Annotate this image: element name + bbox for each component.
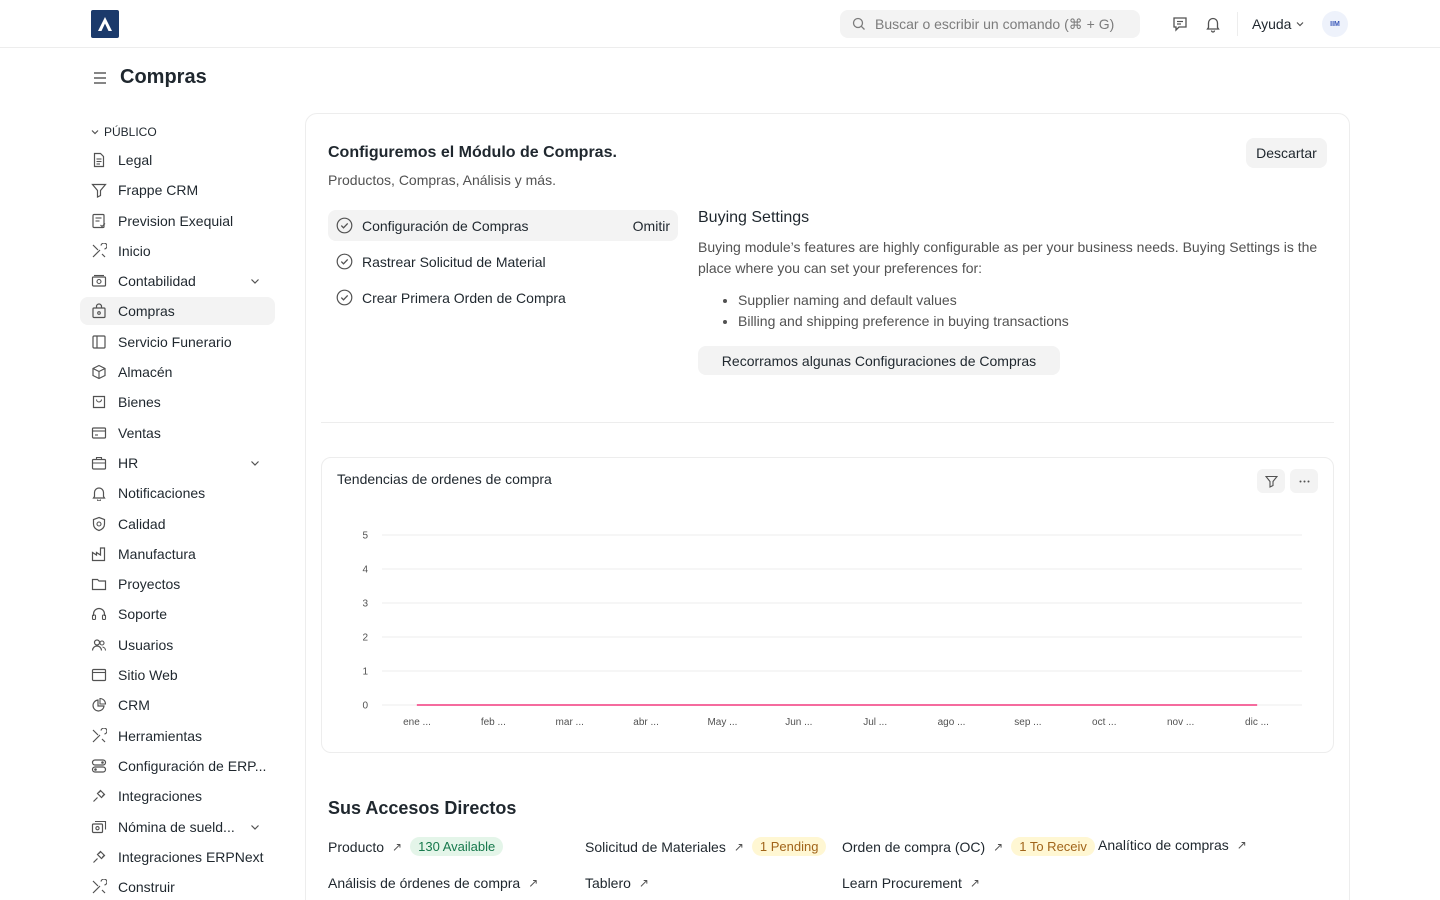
step-detail-description: Buying module’s features are highly configurable as per your business needs. Buying Settings is the place where you can set your preferences for: xyxy=(698,239,1318,276)
book-icon xyxy=(90,333,108,351)
status-badge: 130 Available xyxy=(410,837,503,856)
sidebar-toggle-icon[interactable] xyxy=(92,70,108,91)
sidebar-item-nomina[interactable] xyxy=(80,813,275,841)
shield-icon xyxy=(90,515,108,533)
sidebar-item-label: Prevision Exequial xyxy=(118,213,234,229)
data-point[interactable] xyxy=(798,705,799,706)
sidebar-item-prevision-exequial[interactable] xyxy=(80,207,275,235)
shortcut-label: Orden de compra (OC) xyxy=(842,838,986,855)
logo-icon xyxy=(96,15,114,33)
arrow-up-right-icon: ↗ xyxy=(969,876,980,890)
shortcut-label: Learn Procurement xyxy=(842,875,962,891)
sidebar-item-label: Nómina de sueld... xyxy=(118,819,235,835)
top-navbar xyxy=(0,0,1440,48)
data-point[interactable] xyxy=(1257,705,1258,706)
arrow-up-right-icon: ↗ xyxy=(1236,838,1247,852)
sidebar-item-configuracion-erp[interactable] xyxy=(80,752,275,780)
shortcut-solicitud-materiales[interactable] xyxy=(585,837,826,856)
x-tick-label: mar ... xyxy=(555,717,584,728)
sidebar-item-label: Integraciones ERPNext xyxy=(118,849,264,865)
data-point[interactable] xyxy=(569,705,570,706)
chevron-down-icon[interactable] xyxy=(249,275,261,287)
shortcut-label: Analítico de compras xyxy=(1098,837,1229,853)
x-tick-label: oct ... xyxy=(1092,717,1117,728)
shortcut-label: Producto xyxy=(328,838,385,855)
sidebar-item-label: Construir xyxy=(118,879,175,895)
shortcut-tablero[interactable] xyxy=(585,875,657,891)
users-icon xyxy=(90,636,108,654)
sidebar-item-herramientas[interactable] xyxy=(80,722,275,750)
sidebar-item-label: CRM xyxy=(118,697,150,713)
sidebar-item-label: Compras xyxy=(118,303,175,319)
briefcase-icon xyxy=(90,454,108,472)
pie-chart-icon xyxy=(90,696,108,714)
plug-icon xyxy=(90,787,108,805)
step-label: Configuración de Compras xyxy=(362,217,529,234)
sidebar-item-integraciones-erpnext[interactable] xyxy=(80,843,275,871)
sidebar-item-label: Ventas xyxy=(118,425,161,441)
data-point[interactable] xyxy=(1027,705,1028,706)
check-circle-icon xyxy=(336,253,353,270)
chevron-down-icon xyxy=(90,127,100,137)
headset-icon xyxy=(90,605,108,623)
card-icon xyxy=(90,424,108,442)
data-point[interactable] xyxy=(1180,705,1181,706)
onboarding-subtitle: Productos, Compras, Análisis y más. xyxy=(328,172,556,188)
more-options-button[interactable] xyxy=(1290,469,1318,493)
chart-title: Tendencias de ordenes de compra xyxy=(337,471,552,487)
shortcut-analisis-ordenes[interactable] xyxy=(328,875,546,891)
sidebar-item-hr[interactable] xyxy=(80,449,275,477)
bell-icon[interactable] xyxy=(1203,14,1223,34)
sidebar-item-notificaciones[interactable] xyxy=(80,479,275,507)
sidebar-item-integraciones[interactable] xyxy=(80,782,275,810)
walkthrough-button[interactable]: Recorramos algunas Configuraciones de Compras xyxy=(698,346,1060,375)
status-badge: 1 To Receiv xyxy=(1011,837,1095,856)
money-stack-icon xyxy=(90,818,108,836)
sidebar-item-crm[interactable] xyxy=(80,691,275,719)
sidebar-item-label: HR xyxy=(118,455,139,471)
wrench-icon xyxy=(90,878,108,896)
sidebar-item-label: Sitio Web xyxy=(118,667,178,683)
sidebar-item-servicio-funerario[interactable] xyxy=(80,328,275,356)
check-circle-icon xyxy=(336,289,353,306)
chevron-down-icon[interactable] xyxy=(249,821,261,833)
arrow-up-right-icon: ↗ xyxy=(993,839,1004,854)
check-circle-icon xyxy=(336,217,353,234)
onboarding-step[interactable] xyxy=(328,282,678,313)
sidebar-item-contabilidad[interactable] xyxy=(80,267,275,295)
sidebar-item-label: Bienes xyxy=(118,394,161,410)
file-text-icon xyxy=(90,151,108,169)
bell-icon xyxy=(90,484,108,502)
sidebar-item-almacen[interactable] xyxy=(80,358,275,386)
shortcut-analitico-compras[interactable] xyxy=(1098,837,1255,853)
sidebar-item-legal[interactable] xyxy=(80,146,275,174)
purchase-bag-icon xyxy=(90,302,108,320)
shortcut-learn-procurement[interactable] xyxy=(842,875,988,891)
skip-button[interactable]: Omitir xyxy=(632,218,670,234)
help-dropdown[interactable] xyxy=(1252,16,1305,32)
onboarding-step[interactable] xyxy=(328,246,678,277)
sidebar-item-label: Proyectos xyxy=(118,576,181,592)
sidebar-item-label: Calidad xyxy=(118,516,166,532)
app-logo[interactable] xyxy=(91,10,119,38)
search-placeholder: Buscar o escribir un comando (⌘ + G) xyxy=(875,15,1115,32)
y-tick-label: 2 xyxy=(362,632,368,644)
plug-icon xyxy=(90,848,108,866)
x-tick-label: ene ... xyxy=(403,717,431,728)
sidebar-item-label: Configuración de ERP... xyxy=(118,758,267,774)
data-point[interactable] xyxy=(493,705,494,706)
sidebar-item-bienes[interactable] xyxy=(80,388,275,416)
user-avatar[interactable] xyxy=(1322,11,1348,37)
data-point[interactable] xyxy=(722,705,723,706)
shopping-bag-icon xyxy=(90,393,108,411)
help-label: Ayuda xyxy=(1252,16,1292,32)
data-point[interactable] xyxy=(646,705,647,706)
y-tick-label: 1 xyxy=(362,666,368,678)
status-badge: 1 Pending xyxy=(752,837,827,856)
step-label: Crear Primera Orden de Compra xyxy=(362,289,566,306)
funnel-icon xyxy=(90,181,108,199)
chevron-down-icon xyxy=(1295,19,1305,29)
section-divider xyxy=(321,422,1334,423)
shortcut-label: Tablero xyxy=(585,875,631,891)
more-horizontal-icon xyxy=(1298,475,1311,488)
sidebar-item-label: Integraciones xyxy=(118,788,203,804)
browser-icon xyxy=(90,666,108,684)
shortcuts-title: Sus Accesos Directos xyxy=(328,798,517,818)
x-tick-label: ago ... xyxy=(937,717,966,728)
x-tick-label: nov ... xyxy=(1167,717,1195,728)
sidebar-item-soporte[interactable] xyxy=(80,600,275,628)
x-tick-label: sep ... xyxy=(1014,717,1042,728)
sidebar-item-label: Frappe CRM xyxy=(118,182,199,198)
onboarding-step[interactable] xyxy=(328,210,678,241)
search-icon xyxy=(852,17,866,31)
chevron-down-icon[interactable] xyxy=(249,457,261,469)
x-tick-label: Jul ... xyxy=(863,717,888,728)
sidebar-item-ventas[interactable] xyxy=(80,419,275,447)
shortcut-label: Análisis de órdenes de compra xyxy=(328,875,521,891)
box-icon xyxy=(90,363,108,381)
arrow-up-right-icon: ↗ xyxy=(528,876,539,890)
y-tick-label: 0 xyxy=(362,700,368,712)
step-detail-title: Buying Settings xyxy=(698,209,810,226)
sidebar-item-compras[interactable] xyxy=(80,297,275,325)
shortcut-label: Solicitud de Materiales xyxy=(585,838,726,855)
factory-icon xyxy=(90,545,108,563)
x-tick-label: Jun ... xyxy=(785,717,813,728)
y-tick-label: 4 xyxy=(362,564,368,576)
sidebar-item-usuarios[interactable] xyxy=(80,631,275,659)
bullet-item: • Supplier naming and default values xyxy=(738,290,1069,311)
filter-icon xyxy=(1265,475,1278,488)
sidebar-item-label: Legal xyxy=(118,152,153,168)
sidebar-section-label: PÚBLICO xyxy=(104,125,157,139)
shortcut-orden-compra[interactable] xyxy=(842,837,1098,856)
chat-icon[interactable] xyxy=(1170,14,1190,34)
sidebar-item-label: Inicio xyxy=(118,243,151,259)
x-tick-label: dic ... xyxy=(1245,717,1269,728)
sidebar-item-manufactura[interactable] xyxy=(80,540,275,568)
arrow-up-right-icon: ↗ xyxy=(638,876,649,890)
sidebar-item-frappe-crm[interactable] xyxy=(80,176,275,204)
data-point[interactable] xyxy=(951,705,952,706)
filter-button[interactable] xyxy=(1257,469,1285,493)
avatar-initials: IIM xyxy=(1330,20,1340,28)
data-point[interactable] xyxy=(875,705,876,706)
onboarding-title: Configuremos el Módulo de Compras. xyxy=(328,144,617,161)
x-tick-label: feb ... xyxy=(480,717,506,728)
bullet-item: • Billing and shipping preference in buying transactions xyxy=(738,311,1069,332)
toggles-icon xyxy=(90,757,108,775)
sidebar-item-label: Usuarios xyxy=(118,637,174,653)
sidebar-item-label: Herramientas xyxy=(118,728,203,744)
sidebar-item-proyectos[interactable] xyxy=(80,570,275,598)
dismiss-button[interactable]: Descartar xyxy=(1246,138,1327,168)
sidebar-item-sitio-web[interactable] xyxy=(80,661,275,689)
x-tick-label: May ... xyxy=(707,717,738,728)
line-chart xyxy=(337,520,1317,740)
arrow-up-right-icon: ↗ xyxy=(392,839,403,854)
data-point[interactable] xyxy=(417,705,418,706)
shortcut-producto[interactable] xyxy=(328,837,503,856)
x-tick-label: abr ... xyxy=(633,717,659,728)
sidebar-item-label: Manufactura xyxy=(118,546,196,562)
sidebar-item-label: Notificaciones xyxy=(118,485,206,501)
folder-icon xyxy=(90,575,108,593)
form-icon xyxy=(90,212,108,230)
data-point[interactable] xyxy=(1104,705,1105,706)
y-tick-label: 3 xyxy=(362,598,368,610)
arrow-up-right-icon: ↗ xyxy=(733,839,744,854)
step-detail-bullets xyxy=(738,290,1069,332)
sidebar-item-calidad[interactable] xyxy=(80,510,275,538)
page-title: Compras xyxy=(120,66,207,88)
sidebar-section-header[interactable] xyxy=(90,125,157,139)
wrench-icon xyxy=(90,727,108,745)
y-tick-label: 5 xyxy=(362,530,368,542)
sidebar-item-label: Servicio Funerario xyxy=(118,334,232,350)
money-icon xyxy=(90,272,108,290)
search-bar[interactable] xyxy=(840,10,1140,38)
sidebar-item-label: Almacén xyxy=(118,364,173,380)
sidebar-item-label: Contabilidad xyxy=(118,273,196,289)
step-label: Rastrear Solicitud de Material xyxy=(362,253,546,270)
tools-icon xyxy=(90,242,108,260)
sidebar-item-construir[interactable] xyxy=(80,873,275,900)
sidebar-item-inicio[interactable] xyxy=(80,237,275,265)
topbar-divider xyxy=(1237,12,1238,36)
sidebar-item-label: Soporte xyxy=(118,606,168,622)
